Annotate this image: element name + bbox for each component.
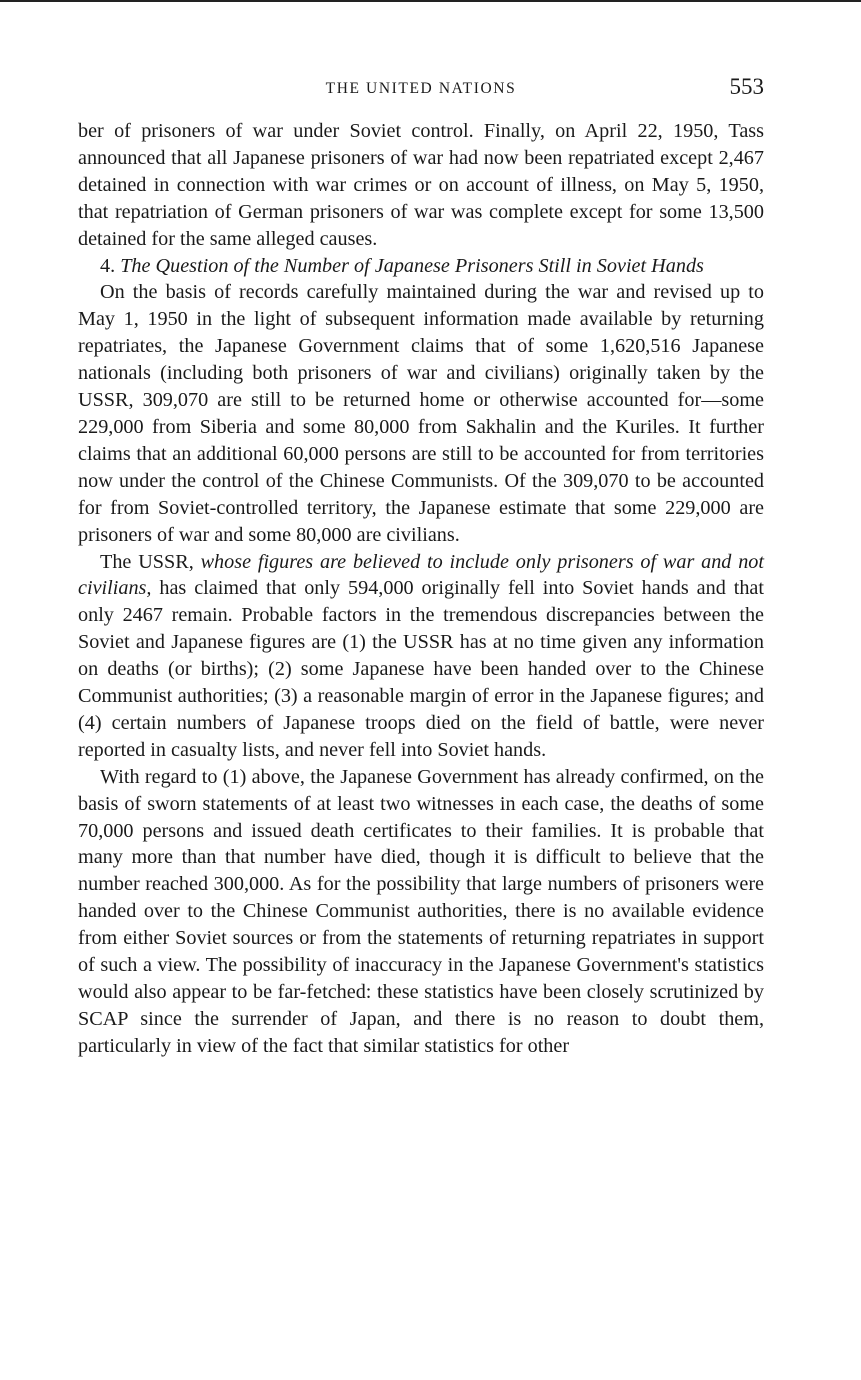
section-heading xyxy=(78,253,764,280)
running-head xyxy=(78,74,764,104)
paragraph-continuation: ber of prisoners of war under Soviet control. Finally, on April 22, 1950, Tass announced that all Japanese prisoners of war had now been repatriated except 2,467 detained in connection with war crimes or on account of illness, on May 5, 1950, that repatriation of German prisoners of war was complete except for some 13,500 detained for the same alleged causes. xyxy=(78,120,764,250)
page-number: 553 xyxy=(729,74,764,99)
paragraph-ussr-claims-italic: whose figures are believed to include only prisoners of war and not civilians, xyxy=(78,550,764,600)
paragraph-ussr-claims-start: The USSR, xyxy=(100,550,194,573)
body-text xyxy=(78,118,764,1060)
top-border-rule xyxy=(0,0,861,2)
paragraph-ussr-claims xyxy=(78,549,764,764)
section-heading-number: 4. xyxy=(100,254,116,277)
paragraph-ussr-claims-rest: has claimed that only 594,000 originally fell into Soviet hands and that only 2467 remain. Probable factors in the tremendous discrepancies between the Soviet and Japanese figures are (1) the USSR has at no time given any information on deaths (or births); (2) some Japanese have been handed over to the Chinese Communist authorities; (3) a reasonable margin of error in the Japanese figures; and (4) certain numbers of Japanese troops died on the field of battle, were never reported in casualty lists, and never fell into Soviet hands. xyxy=(78,577,764,761)
running-head-title: THE UNITED NATIONS xyxy=(325,80,517,97)
paragraph-regarding-deaths: With regard to (1) above, the Japanese Government has already confirmed, on the basis of sworn statements of at least two witnesses in each case, the deaths of some 70,000 persons and issued death certificates to their families. It is probable that many more than that number have died, though it is difficult to believe that the number reached 300,000. As for the possibility that large numbers of prisoners were handed over to the Chinese Communist authorities, there is no available evidence from either Soviet sources or from the statements of returning repatriates in support of such a view. The possibility of inaccuracy in the Japanese Government's statistics would also appear to be far-fetched: these statistics have been closely scrutinized by SCAP since the surrender of Japan, and there is no reason to doubt them, particularly in view of the fact that similar statistics for other xyxy=(78,765,764,1057)
paragraph-japanese-records: On the basis of records carefully maintained during the war and revised up to May 1, 1950 in the light of subsequent information made available by returning repatriates, the Japanese Government claims that of some 1,620,516 Japanese nationals (including both prisoners of war and civilians) originally taken by the USSR, 309,070 are still to be returned home or otherwise accounted for—some 229,000 from Siberia and some 80,000 from Sakhalin and the Kuriles. It further claims that an additional 60,000 persons are still to be accounted for from territories now under the control of the Chinese Communists. Of the 309,070 to be accounted for from Soviet-controlled territory, the Japanese estimate that some 229,000 are prisoners of war and some 80,000 are civilians. xyxy=(78,281,764,546)
section-heading-title: The Question of the Number of Japanese Prisoners Still in Soviet Hands xyxy=(120,254,704,277)
